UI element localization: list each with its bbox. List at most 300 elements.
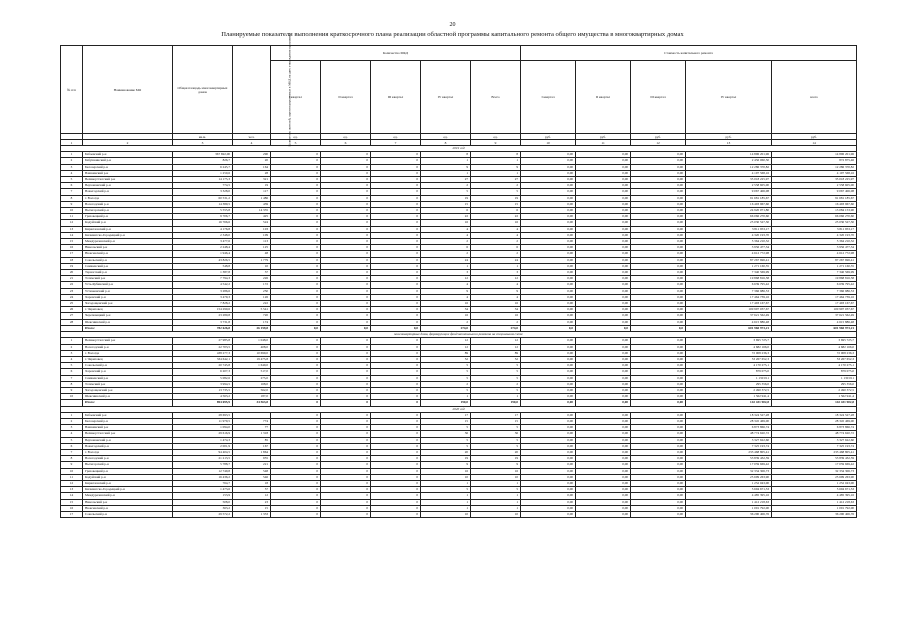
table-cell: 0,00 bbox=[576, 189, 631, 195]
table-cell: 0,00 bbox=[521, 338, 576, 344]
header-cost-q2: II квартал bbox=[576, 61, 631, 134]
table-cell: Вожегодский р-н bbox=[83, 443, 173, 449]
table-cell: 0,00 bbox=[521, 245, 576, 251]
table-cell: 275,0 bbox=[233, 375, 271, 381]
table-cell: Тарногский р-н bbox=[83, 270, 173, 276]
unit-cell: чел. bbox=[233, 134, 271, 140]
table-cell: 0 bbox=[371, 282, 421, 288]
table-cell: Вожегодский р-н bbox=[83, 189, 173, 195]
table-cell: 0,00 bbox=[576, 232, 631, 238]
table-cell: 0,00 bbox=[521, 313, 576, 319]
table-cell: 190,0 bbox=[421, 400, 471, 406]
table-cell: 7 366 986,53 bbox=[772, 288, 857, 294]
table-cell: 0 bbox=[321, 282, 371, 288]
table-cell: 0 bbox=[371, 338, 421, 344]
table-cell: 5 bbox=[61, 177, 83, 183]
table-cell: 0,00 bbox=[521, 499, 576, 505]
table-cell: 0,00 bbox=[576, 449, 631, 455]
table-cell: 0,00 bbox=[521, 350, 576, 356]
table-cell: 15 bbox=[471, 418, 521, 424]
table-cell: 4 615 886,48 bbox=[772, 319, 857, 325]
table-cell: 190,0 bbox=[471, 400, 521, 406]
table-cell: 16 bbox=[61, 245, 83, 251]
table-cell: 0,00 bbox=[521, 183, 576, 189]
table-cell: 0 bbox=[271, 288, 321, 294]
header-no: № п/п bbox=[61, 46, 83, 134]
table-cell: 0,00 bbox=[521, 170, 576, 176]
table-cell: 548,8 bbox=[173, 263, 233, 269]
column-number: 4 bbox=[233, 140, 271, 146]
table-cell: 13 bbox=[61, 487, 83, 493]
table-cell: 4 612 772,98 bbox=[686, 251, 772, 257]
table-cell: 0,00 bbox=[576, 208, 631, 214]
table-cell: 4 615 886,48 bbox=[686, 319, 772, 325]
table-cell: 0 bbox=[271, 313, 321, 319]
table-cell: 0,00 bbox=[576, 294, 631, 300]
table-cell: 0,00 bbox=[521, 152, 576, 158]
table-cell: 6 639 795,42 bbox=[686, 282, 772, 288]
table-cell: 334 642,1 bbox=[173, 356, 233, 362]
table-cell: 0,00 bbox=[576, 201, 631, 207]
table-cell: Кичменгско-Городецкий р-н bbox=[83, 487, 173, 493]
table-cell: 5 788,7 bbox=[173, 462, 233, 468]
table-cell: 0,00 bbox=[576, 220, 631, 226]
table-cell: 26 159,8 bbox=[233, 325, 271, 331]
table-cell: 3 695 725,7 bbox=[686, 338, 772, 344]
table-cell: 0 bbox=[371, 288, 421, 294]
table-cell: 0,00 bbox=[631, 412, 686, 418]
table-cell: 0,00 bbox=[521, 487, 576, 493]
table-cell: 872 875,46 bbox=[772, 158, 857, 164]
table-cell: 27 bbox=[61, 313, 83, 319]
table-cell: 0,00 bbox=[631, 487, 686, 493]
table-cell: 0,00 bbox=[576, 251, 631, 257]
table-cell: 1 bbox=[471, 505, 521, 511]
table-cell: 2 490 372,5 bbox=[772, 387, 857, 393]
table-cell: 12 286 370,82 bbox=[772, 164, 857, 170]
table-cell: 17 bbox=[421, 412, 471, 418]
table-cell: 2 bbox=[421, 183, 471, 189]
table-cell: 27 bbox=[421, 177, 471, 183]
table-cell: 0 bbox=[271, 338, 321, 344]
table-cell: 1 333 bbox=[233, 511, 271, 517]
table-cell: 0 bbox=[271, 437, 321, 443]
table-cell: 0 bbox=[271, 270, 321, 276]
table-cell: 0 bbox=[321, 288, 371, 294]
table-cell: 11 979,5 bbox=[173, 418, 233, 424]
table-cell: Сокольский р-н bbox=[83, 257, 173, 263]
table-cell: 1 bbox=[61, 338, 83, 344]
table-cell: 16 766,6 bbox=[173, 220, 233, 226]
table-cell: Сокольский р-н bbox=[83, 363, 173, 369]
table-cell: 0 bbox=[371, 505, 421, 511]
table-cell: 0,00 bbox=[576, 307, 631, 313]
table-cell: 0 bbox=[271, 499, 321, 505]
table-cell: 20 bbox=[471, 449, 521, 455]
table-cell: 0 bbox=[271, 480, 321, 486]
table-cell: 0,00 bbox=[631, 338, 686, 344]
table-cell: 0 bbox=[371, 412, 421, 418]
column-number: 10 bbox=[521, 140, 576, 146]
table-cell: 12 bbox=[233, 493, 271, 499]
table-cell: 879 075,0 bbox=[772, 369, 857, 375]
table-cell: 8 bbox=[61, 456, 83, 462]
table-cell: 1 864 bbox=[233, 449, 271, 455]
table-cell: Шекснинский р-н bbox=[83, 394, 173, 400]
table-cell: 29 616,9 bbox=[173, 431, 233, 437]
table-cell: 16 bbox=[61, 505, 83, 511]
table-cell: 1 bbox=[471, 394, 521, 400]
table-cell: 18 324 527,28 bbox=[686, 412, 772, 418]
table-cell: 1 bbox=[471, 499, 521, 505]
table-cell: Вологодский р-н bbox=[83, 344, 173, 350]
table-cell: Вашкинский р-н bbox=[83, 425, 173, 431]
table-cell: 0 bbox=[271, 468, 321, 474]
table-cell: 4 320 193,70 bbox=[686, 232, 772, 238]
table-cell: Сямженский р-н bbox=[83, 263, 173, 269]
table-cell: 37 bbox=[233, 270, 271, 276]
table-cell: 0,00 bbox=[631, 164, 686, 170]
table-cell: 14 175,3 bbox=[173, 177, 233, 183]
table-cell: 0 bbox=[271, 431, 321, 437]
table-cell: 18 bbox=[233, 480, 271, 486]
table-cell: 4 bbox=[421, 294, 471, 300]
table-cell: 2 bbox=[61, 158, 83, 164]
table-cell: 48 774 620,72 bbox=[686, 431, 772, 437]
table-cell: 0 bbox=[371, 443, 421, 449]
table-cell: Кичменгско-Городецкий р-н bbox=[83, 232, 173, 238]
table-cell: 0,00 bbox=[631, 387, 686, 393]
table-cell: 0,00 bbox=[576, 288, 631, 294]
table-cell: 0 bbox=[271, 152, 321, 158]
table-cell: 35 018 225,97 bbox=[772, 177, 857, 183]
table-cell: Кадуйский р-н bbox=[83, 220, 173, 226]
table-cell: 5 555,8 bbox=[173, 208, 233, 214]
table-cell: 0,00 bbox=[576, 239, 631, 245]
table-cell: 5 bbox=[421, 487, 471, 493]
section-label: многоквартирные дома, формирующие фонд капитального ремонта на специальном счете bbox=[61, 332, 857, 338]
table-cell: 2 bbox=[471, 251, 521, 257]
table-cell: 0 bbox=[371, 245, 421, 251]
table-cell: 0,00 bbox=[631, 511, 686, 517]
table-cell: 13 084 153,90 bbox=[772, 208, 857, 214]
table-cell: 4 563,2 bbox=[173, 394, 233, 400]
table-cell: 0,00 bbox=[521, 177, 576, 183]
table-cell: 13 735,5 bbox=[173, 387, 233, 393]
table-cell: 0,00 bbox=[631, 239, 686, 245]
table-cell: 0,00 bbox=[631, 201, 686, 207]
table-cell: Кирилловский р-н bbox=[83, 226, 173, 232]
table-cell: 1 412 218,63 bbox=[772, 499, 857, 505]
table-cell: 21 bbox=[61, 276, 83, 282]
table-cell: 0 bbox=[271, 449, 321, 455]
table-cell: 17 bbox=[471, 412, 521, 418]
table-cell: 0 bbox=[271, 164, 321, 170]
table-cell: 0 bbox=[321, 425, 371, 431]
table-cell: 0,00 bbox=[631, 263, 686, 269]
table-cell: 720 bbox=[233, 313, 271, 319]
table-cell: 0 bbox=[271, 220, 321, 226]
table-cell: 17 493 167,67 bbox=[686, 301, 772, 307]
table-cell: 6 bbox=[61, 443, 83, 449]
table-cell: 0,00 bbox=[521, 400, 576, 406]
table-cell: 15 bbox=[471, 201, 521, 207]
table-cell: 4 170 275,1 bbox=[686, 363, 772, 369]
table-cell: 879 075,0 bbox=[686, 369, 772, 375]
column-number: 12 bbox=[631, 140, 686, 146]
table-cell: 2 248,4 bbox=[173, 245, 233, 251]
table-cell: 233 468 805,41 bbox=[772, 449, 857, 455]
table-cell: 0 bbox=[321, 505, 371, 511]
table-cell: 9 bbox=[471, 462, 521, 468]
table-cell: 0 bbox=[321, 270, 371, 276]
table-cell: 12 bbox=[421, 276, 471, 282]
table-cell: 1 562 941,4 bbox=[772, 394, 857, 400]
table-cell: 0,00 bbox=[576, 400, 631, 406]
table-cell: 3 bbox=[61, 164, 83, 170]
table-cell: 4 542,2 bbox=[173, 282, 233, 288]
table-cell: 0,00 bbox=[521, 288, 576, 294]
table-cell: 0,00 bbox=[631, 301, 686, 307]
table-cell: 233 468 805,41 bbox=[686, 449, 772, 455]
table-cell: 0,00 bbox=[521, 282, 576, 288]
table-cell: 0 bbox=[371, 356, 421, 362]
table-cell: 1 bbox=[421, 499, 471, 505]
table-cell: 5 bbox=[471, 487, 521, 493]
table-cell: 226 bbox=[233, 276, 271, 282]
table-cell: 0,00 bbox=[576, 431, 631, 437]
table-cell: 10 699,0 bbox=[233, 350, 271, 356]
table-cell: 23 bbox=[61, 288, 83, 294]
table-cell: 6 bbox=[61, 369, 83, 375]
table-cell: 0 bbox=[271, 474, 321, 480]
table-cell: 0 bbox=[371, 239, 421, 245]
table-cell: г. Череповец bbox=[83, 307, 173, 313]
table-cell: 0 bbox=[321, 381, 371, 387]
table-cell: 6 873 866,74 bbox=[772, 425, 857, 431]
table-cell: 0 bbox=[321, 313, 371, 319]
table-cell: 0 bbox=[321, 456, 371, 462]
table-cell: 0 bbox=[371, 449, 421, 455]
table-cell: Шекснинский р-н bbox=[83, 319, 173, 325]
table-cell: 5 bbox=[421, 443, 471, 449]
table-cell: 2 bbox=[471, 239, 521, 245]
table-cell: 15 bbox=[61, 239, 83, 245]
table-cell: 20 bbox=[421, 449, 471, 455]
table-cell: 0,00 bbox=[576, 499, 631, 505]
table-cell: 0,00 bbox=[631, 437, 686, 443]
table-cell: 1 bbox=[421, 170, 471, 176]
table-cell: 9 067 406,08 bbox=[686, 189, 772, 195]
table-cell: 0,00 bbox=[521, 276, 576, 282]
table-cell: 0 bbox=[371, 394, 421, 400]
table-cell: 1 bbox=[471, 263, 521, 269]
table-cell: 0,00 bbox=[521, 220, 576, 226]
table-cell: 5 541 bbox=[233, 307, 271, 313]
table-cell: 43 826,5 bbox=[173, 257, 233, 263]
table-cell: 0 bbox=[371, 251, 421, 257]
table-cell: 0 bbox=[321, 400, 371, 406]
table-cell: 0,00 bbox=[631, 220, 686, 226]
table-cell: 87 267 696,41 bbox=[686, 257, 772, 263]
table-cell: 1 412 218,63 bbox=[686, 499, 772, 505]
table-cell: 0,00 bbox=[631, 394, 686, 400]
table-cell: 0,00 bbox=[576, 425, 631, 431]
table-cell: 0,00 bbox=[631, 505, 686, 511]
table-cell: 24 bbox=[471, 257, 521, 263]
table-cell: 154 290,6 bbox=[173, 307, 233, 313]
table-cell: 4 bbox=[421, 226, 471, 232]
table-cell: 164 bbox=[233, 164, 271, 170]
column-number: 5 bbox=[271, 140, 321, 146]
table-cell: г. Вологда bbox=[83, 195, 173, 201]
table-cell: 0 bbox=[271, 363, 321, 369]
table-cell: 22 703,5 bbox=[173, 344, 233, 350]
table-cell: 0,00 bbox=[521, 164, 576, 170]
table-cell: 3 731,8 bbox=[173, 319, 233, 325]
table-cell: 4 bbox=[61, 170, 83, 176]
table-cell: 0,00 bbox=[521, 449, 576, 455]
table-cell: 10 bbox=[471, 474, 521, 480]
table-cell: 0,0 bbox=[271, 325, 321, 331]
table-cell: 0 bbox=[271, 177, 321, 183]
table-cell: 367 692,00 bbox=[173, 152, 233, 158]
table-cell: 0,00 bbox=[631, 158, 686, 164]
table-cell: 0 bbox=[371, 276, 421, 282]
table-cell: 0,00 bbox=[521, 381, 576, 387]
table-cell: 0 bbox=[371, 425, 421, 431]
table-cell: 562,0 bbox=[233, 387, 271, 393]
table-cell: 0,00 bbox=[576, 257, 631, 263]
table-cell: 12 286 370,82 bbox=[686, 164, 772, 170]
table-cell: 103 bbox=[233, 226, 271, 232]
table-cell: 0,00 bbox=[631, 363, 686, 369]
table-cell: 0 bbox=[371, 431, 421, 437]
table-cell: 6 bbox=[471, 245, 521, 251]
table-cell: 0,00 bbox=[521, 239, 576, 245]
table-cell: 20 745,8 bbox=[173, 363, 233, 369]
table-cell: 774 bbox=[233, 418, 271, 424]
table-cell: 1 bbox=[61, 412, 83, 418]
table-cell: Итого: bbox=[83, 325, 173, 331]
table-cell: 5 bbox=[421, 189, 471, 195]
table-cell: 9 bbox=[421, 288, 471, 294]
table-cell: 2 558 605,00 bbox=[686, 183, 772, 189]
table-cell: Вытегорский р-н bbox=[83, 208, 173, 214]
table-cell: 0,00 bbox=[576, 270, 631, 276]
table-cell: 295 356,0 bbox=[686, 381, 772, 387]
table-cell: 0 bbox=[321, 449, 371, 455]
table-cell: 0 bbox=[371, 170, 421, 176]
table-cell: 6 207,3 bbox=[173, 369, 233, 375]
table-cell: 20 bbox=[61, 270, 83, 276]
table-cell: 72 008 236,3 bbox=[686, 350, 772, 356]
table-cell: 0,00 bbox=[631, 177, 686, 183]
table-cell: Сямженский р-н bbox=[83, 375, 173, 381]
table-cell: 53 267 652,3 bbox=[686, 356, 772, 362]
table-cell: 77 bbox=[233, 425, 271, 431]
table-cell: Кирилловский р-н bbox=[83, 480, 173, 486]
table-cell: 0,00 bbox=[521, 443, 576, 449]
header-count-q1: I квартал bbox=[271, 61, 321, 134]
table-cell: 174 bbox=[233, 319, 271, 325]
table-cell: 5 bbox=[421, 375, 471, 381]
unit-cell: ед. bbox=[471, 134, 521, 140]
table-cell: 408,0 bbox=[233, 344, 271, 350]
table-cell: 2 348,0 bbox=[173, 232, 233, 238]
table-cell: 0 bbox=[271, 425, 321, 431]
table-cell: 2 bbox=[421, 251, 471, 257]
table-cell: 0 bbox=[371, 226, 421, 232]
table-cell: 19 475,8 bbox=[233, 356, 271, 362]
unit-cell: ед. bbox=[421, 134, 471, 140]
table-cell: 53 839 432,59 bbox=[772, 456, 857, 462]
table-cell: 4 bbox=[471, 294, 521, 300]
table-cell: 439 bbox=[233, 201, 271, 207]
table-cell: 8 bbox=[61, 381, 83, 387]
table-cell: 0,0 bbox=[321, 325, 371, 331]
table-cell: 0 bbox=[271, 400, 321, 406]
table-cell: 0,0 bbox=[521, 325, 576, 331]
table-cell: 5 bbox=[471, 443, 521, 449]
table-cell: 14 335 bbox=[233, 208, 271, 214]
unit-cell: кв.м. bbox=[173, 134, 233, 140]
table-cell: 6 bbox=[421, 245, 471, 251]
table-cell: 0,00 bbox=[576, 375, 631, 381]
table-cell: 0,00 bbox=[576, 152, 631, 158]
table-cell: 0,00 bbox=[521, 319, 576, 325]
table-cell: 24 bbox=[421, 257, 471, 263]
table-cell: 12 bbox=[61, 220, 83, 226]
table-cell: Междуреченский р-н bbox=[83, 493, 173, 499]
table-cell: 187,0 bbox=[233, 394, 271, 400]
table-cell: 4 197 568,16 bbox=[772, 170, 857, 176]
unit-cell: руб. bbox=[576, 134, 631, 140]
table-cell: 3 811 953,17 bbox=[772, 226, 857, 232]
table-cell: 16 493 967,60 bbox=[686, 201, 772, 207]
table-cell: 17 493 167,67 bbox=[772, 301, 857, 307]
table-cell: 0 bbox=[271, 493, 321, 499]
table-cell: 0,00 bbox=[576, 462, 631, 468]
table-cell: 16 bbox=[471, 301, 521, 307]
table-cell: 5 694 671,53 bbox=[686, 487, 772, 493]
table-cell: 0 bbox=[321, 480, 371, 486]
table-cell: Кадуйский р-н bbox=[83, 474, 173, 480]
table-cell: Вытегорский р-н bbox=[83, 462, 173, 468]
table-cell: 17 464 739,16 bbox=[686, 294, 772, 300]
table-cell: 53 267 652,3 bbox=[772, 356, 857, 362]
section-label: 2019 год bbox=[61, 146, 857, 152]
table-cell: 2 001,9 bbox=[173, 443, 233, 449]
table-cell: 32 334 306,73 bbox=[686, 468, 772, 474]
table-cell: 7 bbox=[61, 189, 83, 195]
table-cell: 23 280,8 bbox=[173, 313, 233, 319]
table-cell: 8 bbox=[471, 152, 521, 158]
table-cell: 3 bbox=[421, 270, 471, 276]
table-cell: 15 bbox=[421, 418, 471, 424]
table-cell: 0 bbox=[271, 394, 321, 400]
table-cell: 8 bbox=[421, 152, 471, 158]
table-cell: 3 479,3 bbox=[173, 294, 233, 300]
table-cell: 274,0 bbox=[471, 325, 521, 331]
page-number: 20 bbox=[449, 22, 456, 28]
table-cell: 1 271 160,35 bbox=[772, 263, 857, 269]
table-cell: г. Вологда bbox=[83, 350, 173, 356]
table-cell: 0 bbox=[321, 443, 371, 449]
table-cell: г. Вологда bbox=[83, 449, 173, 455]
table-cell: 0 bbox=[321, 474, 371, 480]
table-cell: 0,00 bbox=[576, 245, 631, 251]
